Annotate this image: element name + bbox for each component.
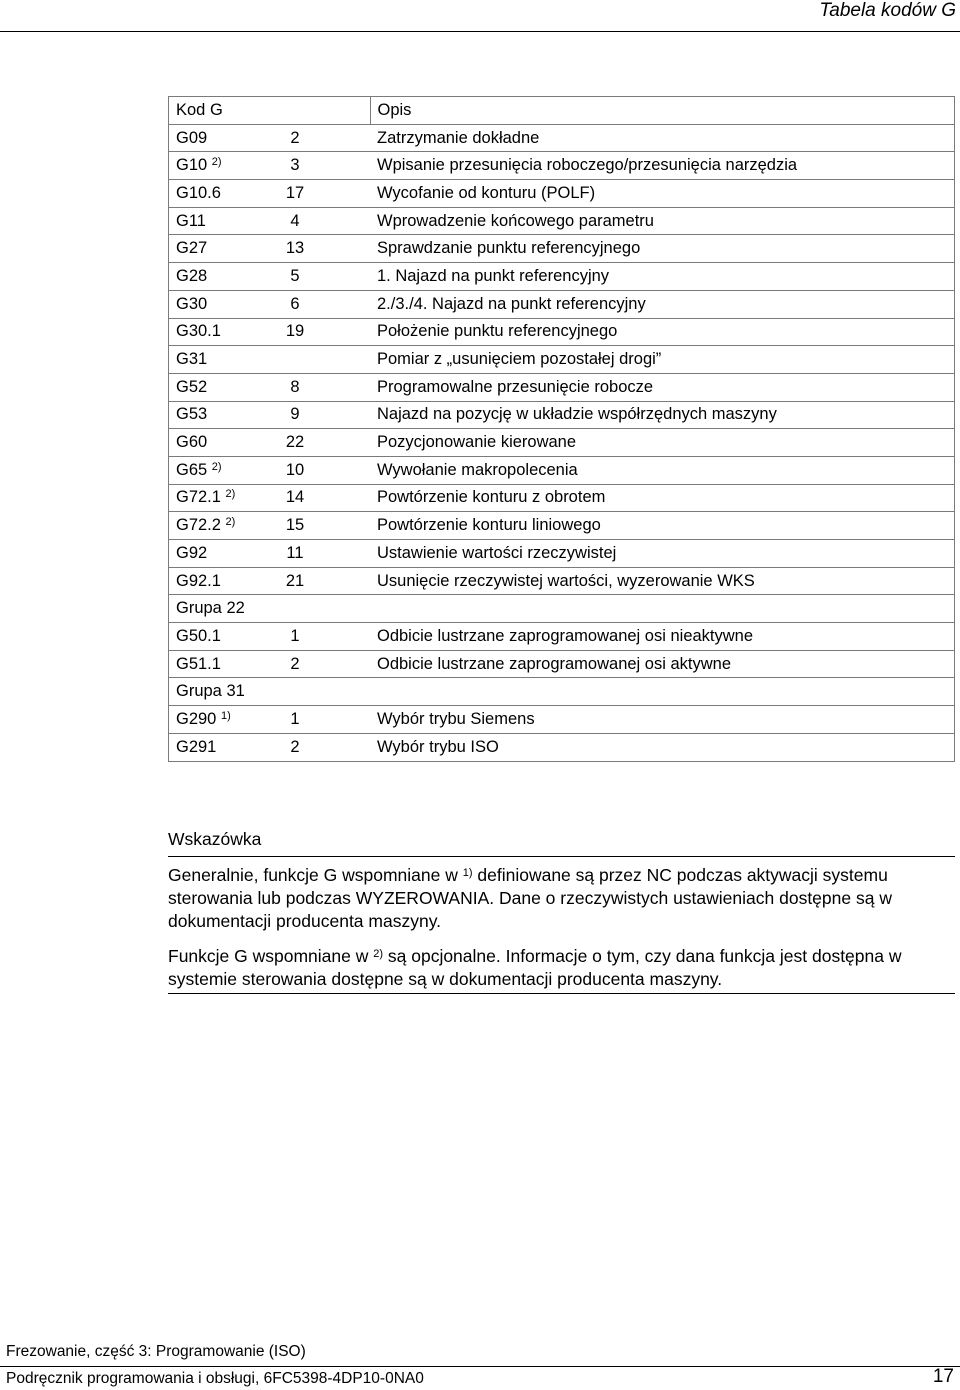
table-row	[169, 318, 955, 346]
table-row	[169, 429, 955, 457]
gcode-text: G60	[176, 433, 208, 452]
gcode-cell	[169, 567, 277, 595]
group-number: 5	[290, 266, 300, 285]
group-title: Grupa 22	[169, 595, 955, 623]
footer-book-title: Frezowanie, część 3: Programowanie (ISO)	[6, 1343, 306, 1360]
table-row	[169, 540, 955, 568]
table-header-row	[169, 97, 955, 125]
group-number-cell	[276, 346, 370, 374]
gcode-text: G92.1	[176, 571, 221, 590]
header-desc: Opis	[370, 97, 955, 125]
group-number: 4	[290, 211, 300, 230]
group-number: 21	[285, 571, 305, 590]
note-rule-bottom	[168, 993, 955, 994]
table-row	[169, 346, 955, 374]
gcode-cell	[169, 484, 277, 512]
group-number: 10	[285, 460, 305, 479]
description-cell: Wybór trybu Siemens	[370, 706, 955, 734]
description-cell: Usunięcie rzeczywistej wartości, wyzerowanie WKS	[370, 567, 955, 595]
gcode-text: G31	[176, 350, 208, 369]
gcode-cell	[169, 263, 277, 291]
note-paragraph-1	[168, 864, 958, 933]
header-rule	[0, 31, 960, 32]
group-number-cell	[276, 484, 370, 512]
gcode-cell	[169, 152, 277, 180]
gcode-text: G50.1	[176, 626, 221, 645]
group-number-cell	[276, 429, 370, 457]
gcode-cell	[169, 346, 277, 374]
gcode-cell	[169, 429, 277, 457]
table-row	[169, 733, 955, 761]
group-number-cell	[276, 733, 370, 761]
note-p2-sup: 2)	[373, 948, 384, 960]
group-22-row	[169, 595, 955, 623]
description-cell: Wywołanie makropolecenia	[370, 456, 955, 484]
description-cell: Programowalne przesunięcie robocze	[370, 373, 955, 401]
table-row	[169, 152, 955, 180]
gcode-text: G09	[176, 128, 208, 147]
gcode-cell	[169, 207, 277, 235]
gcode-cell	[169, 623, 277, 651]
gcode-text: G10.6	[176, 183, 221, 202]
gcode-text: G52	[176, 377, 208, 396]
group-number: 22	[285, 433, 305, 452]
gcode-text: G11	[176, 211, 206, 230]
group-number: 3	[290, 156, 300, 175]
description-cell: Pozycjonowanie kierowane	[370, 429, 955, 457]
group-number-cell	[276, 290, 370, 318]
description-cell: Wycofanie od konturu (POLF)	[370, 180, 955, 208]
gcode-text: G53	[176, 405, 208, 424]
footnote-marker: 2)	[225, 516, 236, 529]
gcode-table	[168, 96, 955, 762]
gcode-cell	[169, 124, 277, 152]
group-number-cell	[276, 124, 370, 152]
note-p1-b: definiowane są przez NC podczas aktywacji systemu sterowania lub podczas WYZEROWANIA. Dane o rzeczywistych ustawieniach dostępne są w dokumentacji producenta maszyny.	[168, 865, 892, 931]
gcode-cell	[169, 540, 277, 568]
group-number-cell	[276, 401, 370, 429]
footnote-marker: 1)	[220, 709, 231, 722]
group-number-cell	[276, 318, 370, 346]
table-row	[169, 180, 955, 208]
description-cell: Wybór trybu ISO	[370, 733, 955, 761]
description-cell: Najazd na pozycję w układzie współrzędnych maszyny	[370, 401, 955, 429]
gcode-cell	[169, 650, 277, 678]
gcode-text: G92	[176, 543, 208, 562]
group-number-cell	[276, 456, 370, 484]
gcode-text: G30	[176, 294, 208, 313]
group-number-cell	[276, 706, 370, 734]
page-number: 17	[932, 1366, 954, 1387]
gcode-cell	[169, 373, 277, 401]
group-number: 2	[290, 128, 300, 147]
group-title: Grupa 31	[169, 678, 955, 706]
gcode-text: G10	[176, 156, 208, 175]
description-cell: 2./3./4. Najazd na punkt referencyjny	[370, 290, 955, 318]
description-cell: Sprawdzanie punktu referencyjnego	[370, 235, 955, 263]
page-header-title: Tabela kodów G	[819, 0, 956, 21]
footnote-marker: 2)	[211, 156, 222, 169]
group-number: 14	[285, 488, 305, 507]
footnote-marker: 2)	[225, 488, 236, 501]
group-number-cell	[276, 567, 370, 595]
description-cell: Wprowadzenie końcowego parametru	[370, 207, 955, 235]
group-number-cell	[276, 373, 370, 401]
description-cell: Pomiar z „usunięciem pozostałej drogi”	[370, 346, 955, 374]
gcode-text: G28	[176, 266, 208, 285]
gcode-text: G72.1	[176, 488, 221, 507]
table-row	[169, 567, 955, 595]
description-cell: Zatrzymanie dokładne	[370, 124, 955, 152]
group-number-cell	[276, 540, 370, 568]
group-number-cell	[276, 512, 370, 540]
table-row	[169, 290, 955, 318]
footer-rule	[0, 1366, 960, 1367]
table-row	[169, 207, 955, 235]
gcode-text: G65	[176, 460, 208, 479]
description-cell: Ustawienie wartości rzeczywistej	[370, 540, 955, 568]
group-number-cell	[276, 623, 370, 651]
gcode-cell	[169, 706, 277, 734]
gcode-cell	[169, 733, 277, 761]
note-p2-b: są opcjonalne. Informacje o tym, czy dana funkcja jest dostępna w systemie sterowania dostępne są w dokumentacji producenta maszyny.	[168, 946, 902, 989]
table-row	[169, 124, 955, 152]
gcode-cell	[169, 512, 277, 540]
description-cell: Położenie punktu referencyjnego	[370, 318, 955, 346]
gcode-text: G290	[176, 709, 217, 728]
table-row	[169, 650, 955, 678]
table-row	[169, 401, 955, 429]
description-cell: Odbicie lustrzane zaprogramowanej osi nieaktywne	[370, 623, 955, 651]
group-number-cell	[276, 650, 370, 678]
note-p2-a: Funkcje G wspomniane w	[168, 946, 374, 966]
table-row	[169, 373, 955, 401]
gcode-text: G27	[176, 239, 208, 258]
group-number-cell	[276, 263, 370, 291]
description-cell: Powtórzenie konturu z obrotem	[370, 484, 955, 512]
gcode-cell	[169, 456, 277, 484]
note-title: Wskazówka	[168, 829, 262, 849]
group-number: 13	[285, 239, 305, 258]
description-cell: Odbicie lustrzane zaprogramowanej osi aktywne	[370, 650, 955, 678]
table-row	[169, 456, 955, 484]
group-number: 1	[290, 626, 300, 645]
group-number-cell	[276, 180, 370, 208]
group-number-cell	[276, 152, 370, 180]
description-cell: Wpisanie przesunięcia roboczego/przesunięcia narzędzia	[370, 152, 955, 180]
note-rule-top	[168, 856, 955, 857]
gcode-text: G30.1	[176, 322, 221, 341]
group-number: 2	[290, 737, 300, 756]
gcode-cell	[169, 290, 277, 318]
group-number: 9	[290, 405, 300, 424]
header-code: Kod G	[169, 97, 371, 125]
group-number: 1	[290, 709, 300, 728]
group-number: 6	[290, 294, 300, 313]
description-cell: 1. Najazd na punkt referencyjny	[370, 263, 955, 291]
group-number: 15	[285, 516, 305, 535]
gcode-cell	[169, 318, 277, 346]
group-number: 19	[285, 322, 305, 341]
table-row	[169, 623, 955, 651]
table-row	[169, 484, 955, 512]
description-cell: Powtórzenie konturu liniowego	[370, 512, 955, 540]
table-row	[169, 235, 955, 263]
table-row	[169, 512, 955, 540]
group-number: 2	[290, 654, 300, 673]
note-paragraph-2	[168, 945, 958, 991]
gcode-text: G51.1	[176, 654, 221, 673]
group-number-cell	[276, 235, 370, 263]
gcode-text: G291	[176, 737, 217, 756]
table-row	[169, 706, 955, 734]
gcode-text: G72.2	[176, 516, 221, 535]
gcode-cell	[169, 235, 277, 263]
gcode-cell	[169, 180, 277, 208]
footnote-marker: 2)	[211, 460, 222, 473]
group-31-row	[169, 678, 955, 706]
note-p1-sup: 1)	[462, 867, 473, 879]
gcode-cell	[169, 401, 277, 429]
group-number-cell	[276, 207, 370, 235]
footer-manual-id: Podręcznik programowania i obsługi, 6FC5398-4DP10-0NA0	[6, 1370, 424, 1387]
group-number: 11	[286, 543, 304, 562]
group-number: 8	[290, 377, 300, 396]
note-p1-a: Generalnie, funkcje G wspomniane w	[168, 865, 463, 885]
group-number: 17	[285, 183, 305, 202]
table-row	[169, 263, 955, 291]
